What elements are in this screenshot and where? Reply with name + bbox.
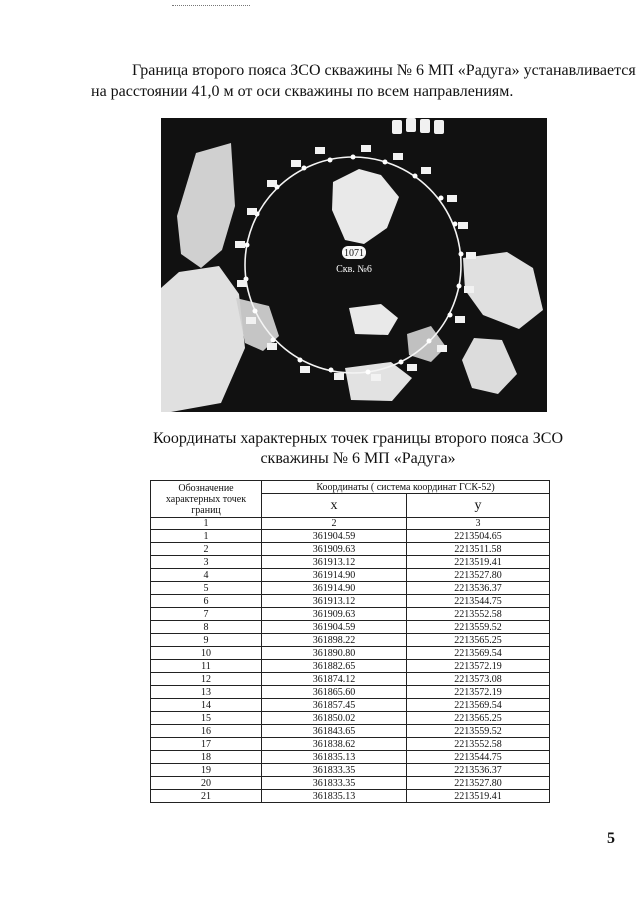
x-coordinate: 361913.12 [262,595,407,608]
y-coordinate: 2213565.25 [407,712,550,725]
y-coordinate: 2213519.41 [407,556,550,569]
point-id: 15 [151,712,262,725]
x-coordinate: 361914.90 [262,582,407,595]
table-row [151,543,550,556]
x-column-header: x [262,494,407,518]
point-id: 7 [151,608,262,621]
y-coordinate: 2213559.52 [407,621,550,634]
point-id: 13 [151,686,262,699]
table-row [151,777,550,790]
y-coordinate: 2213504.65 [407,530,550,543]
x-coordinate: 361898.22 [262,634,407,647]
scan-marks [172,0,250,6]
point-id: 16 [151,725,262,738]
table-row [151,582,550,595]
table-row [151,725,550,738]
table-row [151,712,550,725]
point-id: 18 [151,751,262,764]
x-coordinate: 361914.90 [262,569,407,582]
x-coordinate: 361882.65 [262,660,407,673]
column-index: 2 [262,518,407,530]
column-index: 3 [407,518,550,530]
point-id: 2 [151,543,262,556]
point-id: 4 [151,569,262,582]
point-id: 20 [151,777,262,790]
y-coordinate: 2213544.75 [407,595,550,608]
point-id: 14 [151,699,262,712]
table-row [151,686,550,699]
point-id: 3 [151,556,262,569]
point-id: 6 [151,595,262,608]
zone-boundary-map [161,118,547,412]
x-coordinate: 361909.63 [262,543,407,556]
point-id: 9 [151,634,262,647]
well-label: Скв. №6 [336,264,372,275]
table-caption-line-1: Координаты характерных точек границы второго пояса ЗСО [152,430,564,447]
page-number: 5 [607,830,615,847]
y-coordinate: 2213544.75 [407,751,550,764]
x-coordinate: 361843.65 [262,725,407,738]
table-row [151,530,550,543]
y-coordinate: 2213572.19 [407,686,550,699]
y-coordinate: 2213552.58 [407,738,550,751]
table-row [151,738,550,751]
x-coordinate: 361835.13 [262,751,407,764]
y-coordinate: 2213552.58 [407,608,550,621]
table-row [151,699,550,712]
table-row [151,764,550,777]
y-coordinate: 2213569.54 [407,647,550,660]
intro-text-line-2: на расстоянии 41,0 м от оси скважины по всем направлениям. [91,83,514,100]
table-row [151,556,550,569]
point-id: 11 [151,660,262,673]
x-coordinate: 361890.80 [262,647,407,660]
column-index: 1 [151,518,262,530]
point-id: 10 [151,647,262,660]
table-row [151,790,550,803]
y-coordinate: 2213565.25 [407,634,550,647]
point-id: 8 [151,621,262,634]
table-caption-line-2: скважины № 6 МП «Радуга» [260,450,456,467]
x-coordinate: 361904.59 [262,621,407,634]
y-coordinate: 2213569.54 [407,699,550,712]
x-coordinate: 361865.60 [262,686,407,699]
coordinates-header: Координаты ( система координат ГСК-52) [262,481,550,494]
well-number: 1071 [344,248,364,259]
x-coordinate: 361913.12 [262,556,407,569]
table-row [151,673,550,686]
x-coordinate: 361874.12 [262,673,407,686]
x-coordinate: 361850.02 [262,712,407,725]
intro-text-line-1: Граница второго пояса ЗСО скважины № 6 МП «Радуга» устанавливается [132,62,636,79]
points-column-header: Обозначение характерных точек границ [151,481,262,518]
point-id: 5 [151,582,262,595]
y-coordinate: 2213527.80 [407,777,550,790]
table-row [151,751,550,764]
y-coordinate: 2213536.37 [407,764,550,777]
y-coordinate: 2213519.41 [407,790,550,803]
x-coordinate: 361835.13 [262,790,407,803]
point-id: 1 [151,530,262,543]
point-id: 12 [151,673,262,686]
table-row [151,647,550,660]
y-coordinate: 2213559.52 [407,725,550,738]
y-coordinate: 2213536.37 [407,582,550,595]
y-coordinate: 2213527.80 [407,569,550,582]
table-row [151,660,550,673]
coordinates-table [150,480,550,803]
x-coordinate: 361838.62 [262,738,407,751]
point-id: 17 [151,738,262,751]
y-coordinate: 2213573.08 [407,673,550,686]
y-coordinate: 2213511.58 [407,543,550,556]
point-id: 21 [151,790,262,803]
x-coordinate: 361833.35 [262,764,407,777]
x-coordinate: 361857.45 [262,699,407,712]
table-row [151,608,550,621]
table-row [151,621,550,634]
y-column-header: y [407,494,550,518]
y-coordinate: 2213572.19 [407,660,550,673]
x-coordinate: 361904.59 [262,530,407,543]
table-row [151,634,550,647]
table-row [151,569,550,582]
x-coordinate: 361909.63 [262,608,407,621]
table-row [151,595,550,608]
point-id: 19 [151,764,262,777]
x-coordinate: 361833.35 [262,777,407,790]
